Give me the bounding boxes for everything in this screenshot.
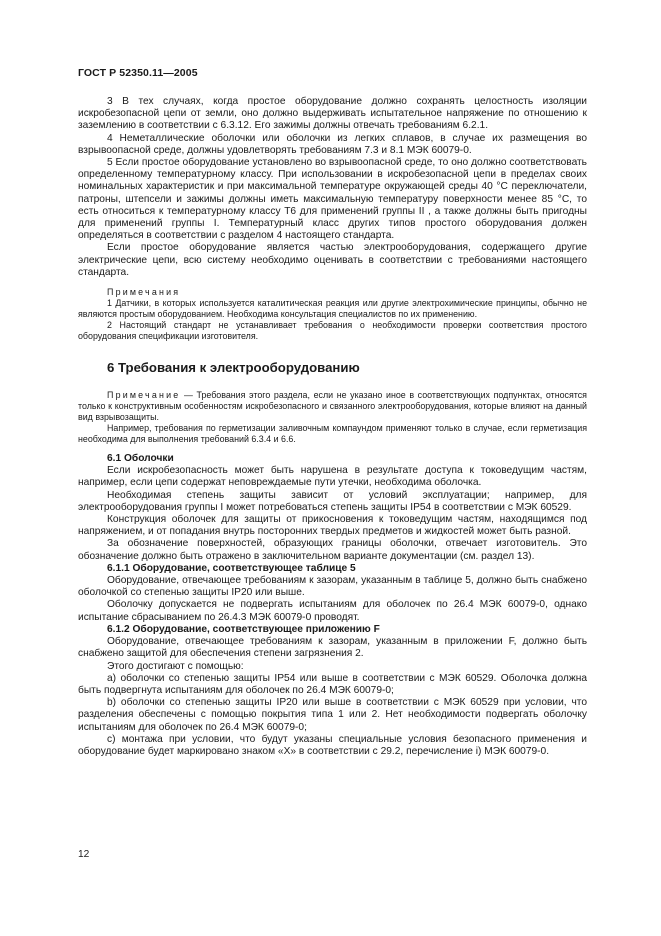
list-item: b) оболочки со степенью защиты IP20 или выше в соответствии с МЭК 60529 при условии, что разделения обеспечены с помощью покрытия типа 1 или 2. Нет необходимости подвергать оболочку испытаниям для оболочек по 26.4 МЭК 60079-0; [78,697,587,733]
paragraph: Оборудование, отвечающее требованиям к зазорам, указанным в таблице 5, должно быть снабжено оболочкой со степенью защиты IP20 или выше. [78,575,587,599]
list-item: с) монтажа при условии, что будут указаны специальные условия безопасного применения и оборудование будет маркировано знаком «Х» в соответствии с 29.2, перечисление i) МЭК 60079-0. [78,733,587,757]
section-note-continued: Например, требования по герметизации заливочным компаундом применяют только в случае, если герметизация необходима для выполнения требований 6.3.4 и 6.6. [78,423,587,445]
paragraph: Если искробезопасность может быть нарушена в результате доступа к токоведущим частям, например, если цепи содержат неповреждаемые пути утечки, необходима оболочка. [78,465,587,489]
subsection-title: 6.1.2 Оборудование, соответствующее приложению F [107,623,380,635]
note-item: 1 Датчики, в которых используется каталитическая реакция или другие электрохимические принципы, обычно не являются простым оборудованием. Необходима консультация специалистов по их применению. [78,298,587,320]
section-title: 6 Требования к электрооборудованию [107,360,360,376]
paragraph: Оболочку допускается не подвергать испытаниям для оболочек по 26.4 МЭК 60079-0, однако испытание сбрасыванием по 26.4.3 МЭК 60079-0 проводят. [78,599,587,623]
page-number: 12 [78,849,90,860]
paragraph: 4 Неметаллические оболочки или оболочки из легких сплавов, в случае их размещения во взрывоопасной среде, должны удовлетворять требованиям 7.3 и 8.1 МЭК 60079-0. [78,132,587,156]
paragraph: Необходимая степень защиты зависит от условий эксплуатации; например, для электрооборудования группы I может потребоваться степень защиты IP54 в соответствии с МЭК 60529. [78,489,587,513]
paragraph: За обозначение поверхностей, образующих границы оболочки, отвечает изготовитель. Это обозначение должно быть отражено в заключительном варианте документации (см. раздел 13). [78,538,587,562]
list-item: а) оболочки со степенью защиты IP54 или выше в соответствии с МЭК 60529. Оболочка должна быть подвергнута испытаниям для оболочек по 26.4 МЭК 60079-0; [78,672,587,696]
notes-heading: Примечания [107,287,181,298]
section-note-label: Примечание [107,390,181,401]
note-item: 2 Настоящий стандарт не устанавливает требования о необходимости проверки соответствия простого оборудования спецификации изготовителя. [78,320,587,342]
paragraph: Конструкция оболочек для защиты от прикосновения к токоведущим частям, находящимся под напряжением, и от попадания внутрь посторонних твердых предметов и жидкостей может быть разной. [78,514,587,538]
paragraph: Оборудование, отвечающее требованиям к зазорам, указанным в приложении F, должно быть снабжено защитой для обеспечения степени загрязнения 2. [78,636,587,660]
paragraph: 3 В тех случаях, когда простое оборудование должно сохранять целостность изоляции искробезопасной цепи от земли, оно должно выдерживать испытательное напряжение по отношению к заземлению в соответствии с 6.3.12. Его зажимы должны отвечать требованиям 6.2.1. [78,96,587,132]
document-body [78,96,587,758]
section-note [78,390,587,423]
document-header: ГОСТ Р 52350.11—2005 [78,67,198,79]
subsection-title: 6.1.1 Оборудование, соответствующее таблице 5 [107,562,356,574]
paragraph: Если простое оборудование является частью электрооборудования, содержащего другие электрические цепи, всю систему необходимо оценивать в соответствии с требованиями настоящего стандарта. [78,242,587,278]
paragraph: Этого достигают с помощью: [107,660,244,672]
subsection-title: 6.1 Оболочки [107,453,174,465]
section-note-text: — Требования этого раздела, если не указано иное в соответствующих подпунктах, относятся только к конструктивным особенностям искробезопасного и связанного электрооборудования, которые влияют на данный вид взрывозащиты. [78,390,587,423]
paragraph: 5 Если простое оборудование установлено во взрывоопасной среде, то оно должно соответствовать определенному температурному классу. При использовании в искробезопасной цепи в пределах своих номинальных характеристик и при максимальной температуре окружающей среды 40 °С переключатели, патроны, штепсели и зажимы должны иметь максимальную температуру поверхности менее 85 °С, то есть относиться к температурному классу Т6 для применений группы II , а также должны быть пригодны для применений группы I. Температурный класс других типов простого оборудования должен определяться в соответствии с разделом 4 настоящего стандарта. [78,157,587,242]
